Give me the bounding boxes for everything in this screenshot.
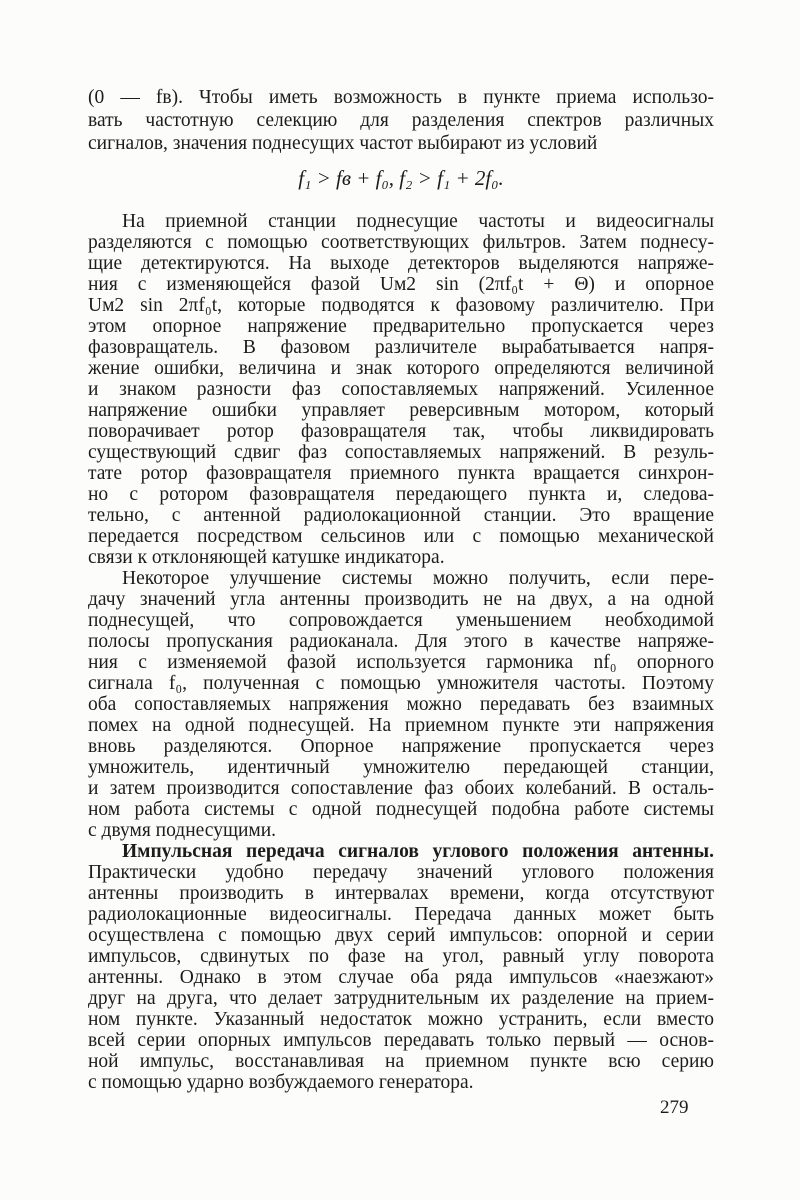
page-number: 279 xyxy=(660,1097,689,1118)
section-heading: Импульсная передача сигналов углового положения антенны. xyxy=(122,841,714,862)
text-line: этом опорное напряжение предварительно пропускается через xyxy=(88,316,714,337)
text-line: фазовращатель. В фазовом различителе вырабатывается напря- xyxy=(88,337,714,358)
text-line: но с ротором фазовращателя передающего пункта и, следова- xyxy=(88,484,714,505)
text-line: существующий сдвиг фаз сопоставляемых напряжений. В резуль- xyxy=(88,442,714,463)
text-line: полосы пропускания радиоканала. Для этого в качестве напряже- xyxy=(88,631,714,652)
text-line: вновь разделяются. Опорное напряжение пропускается через xyxy=(88,736,714,757)
text-line: разделяются с помощью соответствующих фильтров. Затем поднесу- xyxy=(88,232,714,253)
text-line: помех на одной поднесущей. На приемном пункте эти напряжения xyxy=(88,715,714,736)
text-line: вать частотную селекцию для разделения спектров различных xyxy=(88,110,714,131)
text-line: ния с изменяющейся фазой Uм2 sin (2πf₀t + Θ) и опорное xyxy=(88,274,714,295)
text-line: Uм2 sin 2πf₀t, которые подводятся к фазовому различителю. При xyxy=(88,295,714,316)
paragraph-pulse-transmission xyxy=(88,841,714,1093)
text-line: оба сопоставляемых напряжения можно передавать без взаимных xyxy=(88,694,714,715)
text-line: ной импульс, восстанавливая на приемном пункте всю серию xyxy=(88,1051,714,1072)
text-line: антенны. Однако в этом случае оба ряда импульсов «наезжают» xyxy=(88,967,714,988)
text-line: ном пункте. Указанный недостаток можно устранить, если вместо xyxy=(88,1009,714,1030)
text-line: осуществлена с помощью двух серий импульсов: опорной и серии xyxy=(88,925,714,946)
text-line: и знаком разности фаз сопоставляемых напряжений. Усиленное xyxy=(88,379,714,400)
text-line: сигнала f₀, полученная с помощью умножителя частоты. Поэтому xyxy=(88,673,714,694)
text-line: антенны производить в интервалах времени, когда отсутствуют xyxy=(88,883,714,904)
paragraph-single-subcarrier xyxy=(88,568,714,841)
formula-subcarrier-conditions: f₁ > fв + f₀, f₂ > f₁ + 2f₀. xyxy=(298,166,504,190)
text-line: щие детектируются. На выходе детекторов выделяются напряже- xyxy=(88,253,714,274)
text-line: поворачивает ротор фазовращателя так, чтобы ликвидировать xyxy=(88,421,714,442)
text-line: импульсов, сдвинутых по фазе на угол, равный углу поворота xyxy=(88,946,714,967)
text-line: с двумя поднесущими. xyxy=(88,820,277,841)
text-line: дачу значений угла антенны производить не на двух, а на одной xyxy=(88,589,714,610)
text-line: жение ошибки, величина и знак которого определяются величиной xyxy=(88,358,714,379)
text-line: поднесущей, что сопровождается уменьшением необходимой xyxy=(88,610,714,631)
text-line: и затем производится сопоставление фаз обоих колебаний. В осталь- xyxy=(88,778,714,799)
text-line: связи к отклоняющей катушке индикатора. xyxy=(88,547,445,568)
paragraph-receiving-station xyxy=(88,211,714,568)
text-line: тельно, с антенной радиолокационной станции. Это вращение xyxy=(88,505,714,526)
text-line: с помощью ударно возбуждаемого генератора. xyxy=(88,1072,474,1093)
text-line: тате ротор фазовращателя приемного пункта вращается синхрон- xyxy=(88,463,714,484)
text-line: ном работа системы с одной поднесущей подобна работе системы xyxy=(88,799,714,820)
text-line: На приемной станции поднесущие частоты и видеосигналы xyxy=(122,211,714,232)
text-line: радиолокационные видеосигналы. Передача данных может быть xyxy=(88,904,714,925)
page-body xyxy=(88,86,714,1119)
text-line: передается посредством сельсинов или с помощью механической xyxy=(88,526,714,547)
text-line: всей серии опорных импульсов передавать только первый — основ- xyxy=(88,1030,714,1051)
text-line: Некоторое улучшение системы можно получить, если пере- xyxy=(122,568,714,589)
text-line: друг на друга, что делает затруднительным их разделение на прием- xyxy=(88,988,714,1009)
text-line: (0 — fв). Чтобы иметь возможность в пункте приема использо- xyxy=(88,87,714,108)
text-line: Практически удобно передачу значений углового положения xyxy=(88,862,714,883)
text-line: ния с изменяемой фазой используется гармоника nf₀ опорного xyxy=(88,652,714,673)
text-line: напряжение ошибки управляет реверсивным мотором, который xyxy=(88,400,714,421)
text-line: сигналов, значения поднесущих частот выбирают из условий xyxy=(88,133,598,154)
paragraph-continuation xyxy=(88,86,714,155)
text-line: умножитель, идентичный умножителю передающей станции, xyxy=(88,757,714,778)
